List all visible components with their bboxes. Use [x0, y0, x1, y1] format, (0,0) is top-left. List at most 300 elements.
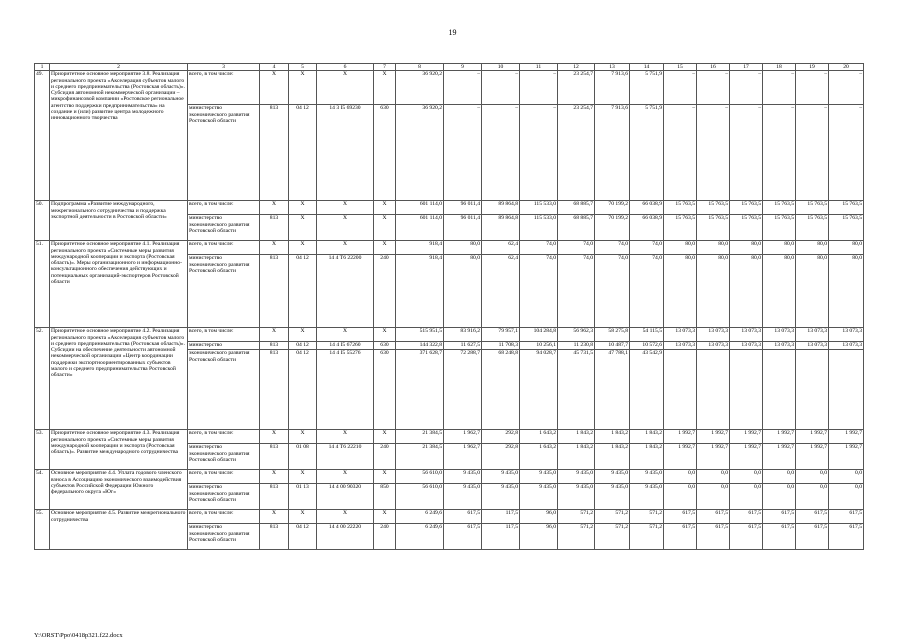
amount-cell: 13 073,3 [697, 342, 730, 350]
budget-code-cell: 14 4 00 90320 [317, 484, 374, 510]
amount-cell: 5 751,9 [630, 71, 664, 105]
amount-cell: 292,8 [482, 444, 520, 470]
header-cell: 9 [444, 64, 482, 71]
amount-cell: 1 643,2 [520, 430, 558, 444]
amount-cell: 80,0 [763, 255, 796, 328]
page-number: 19 [448, 28, 457, 37]
responsible-executor: всего, в том числе: [188, 470, 260, 484]
responsible-executor: всего, в том числе: [188, 201, 260, 215]
amount-cell [829, 350, 864, 430]
amount-cell: 23 254,7 [558, 71, 595, 105]
budget-code-cell: X [260, 201, 289, 215]
amount-cell: 80,0 [829, 241, 864, 255]
amount-cell: 13 073,3 [829, 328, 864, 342]
amount-cell: 13 073,3 [664, 342, 697, 350]
amount-cell: 15 763,5 [697, 215, 730, 241]
header-cell: 10 [482, 64, 520, 71]
header-cell: 14 [630, 64, 664, 71]
responsible-executor: министерство экономического развития Ростовской области [188, 255, 260, 328]
amount-cell: 571,2 [630, 524, 664, 550]
amount-cell: 617,5 [763, 524, 796, 550]
amount-cell: 74,0 [630, 241, 664, 255]
amount-cell: 617,5 [664, 524, 697, 550]
amount-cell: 7 913,6 [595, 105, 630, 201]
amount-cell: 1 843,2 [595, 430, 630, 444]
amount-cell: 9 435,0 [558, 484, 595, 510]
amount-cell: 115 533,0 [520, 201, 558, 215]
measure-name: Приоритетное основное мероприятие 4.2. Реализация регионального проекта «Акселерация субъектов малого и среднего предпринимательства (Ростовская область)». Субсидии на обеспечение деятельности автономной некоммерческой организации «Центр координации поддержки экспортноориентированных субъектов малого и среднего предпринимательства Ростовской области» [50, 328, 188, 430]
amount-cell: 58 275,8 [595, 328, 630, 342]
budget-code-cell: 14 4 00 22220 [317, 524, 374, 550]
amount-cell: 617,5 [697, 524, 730, 550]
amount-cell: 56 610,0 [396, 470, 444, 484]
amount-cell: 66 038,9 [630, 201, 664, 215]
header-cell: 12 [558, 64, 595, 71]
amount-cell: 0,0 [664, 484, 697, 510]
amount-cell: 0,0 [829, 484, 864, 510]
budget-code-cell: 04 12 [289, 342, 317, 350]
amount-cell: 617,5 [730, 524, 763, 550]
amount-cell: 292,8 [482, 430, 520, 444]
budget-code-cell: 630 [374, 350, 396, 430]
amount-cell: 80,0 [796, 255, 829, 328]
budget-code-cell: X [289, 241, 317, 255]
measure-name: Основное мероприятие 4.4. Уплата годового членского взноса в Ассоциацию экономического взаимодействия субъектов Российской Федерации Южного федерального округа «Юг» [50, 470, 188, 510]
table-row [35, 328, 864, 342]
measure-name: Основное мероприятие 4.5. Развитие межрегионального сотрудничества [50, 510, 188, 550]
amount-cell: 9 435,0 [595, 470, 630, 484]
amount-cell: 617,5 [730, 510, 763, 524]
amount-cell: 15 763,5 [730, 215, 763, 241]
amount-cell: 617,5 [697, 510, 730, 524]
header-cell: 1 [35, 64, 50, 71]
amount-cell: 80,0 [829, 255, 864, 328]
responsible-executor: всего, в том числе: [188, 510, 260, 524]
amount-cell: 13 073,3 [763, 342, 796, 350]
budget-code-cell: 240 [374, 444, 396, 470]
budget-code-cell: X [317, 430, 374, 444]
amount-cell: 23 254,7 [558, 105, 595, 201]
amount-cell [730, 350, 763, 430]
amount-cell: 96 011,4 [444, 201, 482, 215]
amount-cell: 89 864,8 [482, 215, 520, 241]
row-number: 52. [35, 328, 50, 430]
amount-cell: 10 256,1 [520, 342, 558, 350]
budget-code-cell: X [289, 201, 317, 215]
amount-cell: 571,2 [558, 510, 595, 524]
amount-cell: 1 843,2 [558, 430, 595, 444]
table-row [35, 470, 864, 484]
amount-cell: 0,0 [697, 470, 730, 484]
budget-code-cell: 14 3 I5 69230 [317, 105, 374, 201]
amount-cell: 9 435,0 [444, 470, 482, 484]
amount-cell [796, 350, 829, 430]
amount-cell: – [763, 105, 796, 201]
amount-cell: 15 763,5 [664, 215, 697, 241]
row-number: 49. [35, 71, 50, 201]
amount-cell: 70 199,2 [595, 201, 630, 215]
amount-cell: 74,0 [595, 241, 630, 255]
budget-code-cell: X [289, 470, 317, 484]
header-cell: 19 [796, 64, 829, 71]
amount-cell: 54 115,5 [630, 328, 664, 342]
amount-cell: 15 763,5 [664, 201, 697, 215]
table-row [35, 430, 864, 444]
amount-cell: 13 073,3 [664, 328, 697, 342]
measure-name: Приоритетное основное мероприятие 4.1. Реализация регионального проекта «Системные меры развития международной кооперации и экспорта (Ростовская область)». Меры организационного и информационно-консультационного обеспечения действующих и потенциальных организаций-экспортеров Ростовской области [50, 241, 188, 328]
amount-cell: 74,0 [520, 241, 558, 255]
budget-code-cell: 813 [260, 484, 289, 510]
budget-code-cell: X [374, 510, 396, 524]
budget-code-cell: X [260, 71, 289, 105]
amount-cell: 96,0 [520, 510, 558, 524]
header-cell: 16 [697, 64, 730, 71]
amount-cell: – [444, 105, 482, 201]
amount-cell: 1 992,7 [829, 430, 864, 444]
budget-code-cell: 240 [374, 255, 396, 328]
amount-cell: 47 788,1 [595, 350, 630, 430]
amount-cell: 1 992,7 [730, 430, 763, 444]
amount-cell: 68 885,7 [558, 201, 595, 215]
amount-cell: – [829, 105, 864, 201]
measure-name: Подпрограмма «Развитие международного, межрегионального сотрудничества и поддержка экспортной деятельности в Ростовской области» [50, 201, 188, 241]
amount-cell: 15 763,5 [763, 215, 796, 241]
amount-cell: 0,0 [730, 470, 763, 484]
header-cell: 8 [396, 64, 444, 71]
amount-cell: 15 763,5 [829, 215, 864, 241]
amount-cell: 0,0 [730, 484, 763, 510]
amount-cell: 617,5 [796, 510, 829, 524]
header-cell: 4 [260, 64, 289, 71]
budget-code-cell: 813 [260, 524, 289, 550]
responsible-executor: министерство [188, 342, 260, 350]
table-row [35, 241, 864, 255]
amount-cell: – [482, 105, 520, 201]
budget-code-cell: X [317, 510, 374, 524]
amount-cell: 80,0 [697, 241, 730, 255]
amount-cell: 80,0 [796, 241, 829, 255]
budget-code-cell: X [289, 430, 317, 444]
budget-code-cell: X [374, 215, 396, 241]
amount-cell: 918,4 [396, 241, 444, 255]
budget-code-cell: 240 [374, 524, 396, 550]
amount-cell: – [763, 71, 796, 105]
amount-cell: 80,0 [763, 241, 796, 255]
amount-cell [664, 350, 697, 430]
budget-table [34, 63, 864, 550]
row-number: 51. [35, 241, 50, 328]
amount-cell: 74,0 [558, 255, 595, 328]
amount-cell: 36 920,2 [396, 105, 444, 201]
budget-code-cell: 04 12 [289, 105, 317, 201]
amount-cell: – [664, 71, 697, 105]
amount-cell: – [829, 71, 864, 105]
amount-cell: 1 843,2 [595, 444, 630, 470]
amount-cell: 21 384,5 [396, 430, 444, 444]
budget-code-cell: 813 [260, 215, 289, 241]
amount-cell: 13 073,3 [829, 342, 864, 350]
amount-cell: 74,0 [595, 255, 630, 328]
responsible-executor: министерство экономического развития Ростовской области [188, 484, 260, 510]
amount-cell: – [520, 71, 558, 105]
amount-cell: 74,0 [630, 255, 664, 328]
amount-cell: 115 533,0 [520, 215, 558, 241]
responsible-executor: всего, в том числе: [188, 328, 260, 342]
amount-cell: 80,0 [664, 255, 697, 328]
amount-cell: 1 843,2 [558, 444, 595, 470]
row-number: 53. [35, 430, 50, 470]
amount-cell [697, 350, 730, 430]
amount-cell: 1 962,7 [444, 444, 482, 470]
header-cell: 6 [317, 64, 374, 71]
amount-cell: 11 708,3 [482, 342, 520, 350]
amount-cell: 13 073,3 [796, 328, 829, 342]
amount-cell: 0,0 [796, 484, 829, 510]
header-cell: 20 [829, 64, 864, 71]
amount-cell: 70 199,2 [595, 215, 630, 241]
amount-cell: – [664, 105, 697, 201]
header-cell: 7 [374, 64, 396, 71]
header-cell: 18 [763, 64, 796, 71]
budget-code-cell: 04 12 [289, 255, 317, 328]
amount-cell: 9 435,0 [520, 470, 558, 484]
amount-cell: 56 610,0 [396, 484, 444, 510]
budget-code-cell: X [260, 328, 289, 342]
amount-cell: 15 763,5 [829, 201, 864, 215]
budget-code-cell: X [374, 241, 396, 255]
amount-cell: 5 751,9 [630, 105, 664, 201]
amount-cell: – [697, 71, 730, 105]
amount-cell: 15 763,5 [796, 215, 829, 241]
amount-cell: 74,0 [520, 255, 558, 328]
budget-code-cell: 04 12 [289, 350, 317, 430]
responsible-executor: всего, в том числе: [188, 241, 260, 255]
amount-cell: 9 435,0 [630, 484, 664, 510]
amount-cell: 617,5 [664, 510, 697, 524]
amount-cell: 94 028,7 [520, 350, 558, 430]
budget-code-cell: 813 [260, 105, 289, 201]
amount-cell: 1 992,7 [763, 430, 796, 444]
budget-code-cell: X [317, 328, 374, 342]
amount-cell: 617,5 [829, 524, 864, 550]
amount-cell: 571,2 [595, 510, 630, 524]
amount-cell: 144 322,8 [396, 342, 444, 350]
budget-code-cell: 813 [260, 255, 289, 328]
amount-cell: 371 628,7 [396, 350, 444, 430]
amount-cell: – [697, 105, 730, 201]
budget-code-cell: X [289, 328, 317, 342]
amount-cell: 571,2 [595, 524, 630, 550]
row-number: 50. [35, 201, 50, 241]
amount-cell: 1 962,7 [444, 430, 482, 444]
amount-cell: 104 284,8 [520, 328, 558, 342]
amount-cell: 1 992,7 [763, 444, 796, 470]
amount-cell: 15 763,5 [730, 201, 763, 215]
budget-code-cell: X [317, 71, 374, 105]
amount-cell: 80,0 [444, 255, 482, 328]
amount-cell: 1 843,2 [630, 430, 664, 444]
amount-cell: 11 627,5 [444, 342, 482, 350]
budget-code-cell: 813 [260, 342, 289, 350]
amount-cell: 9 435,0 [595, 484, 630, 510]
amount-cell: 13 073,3 [697, 328, 730, 342]
responsible-executor: министерство экономического развития Ростовской области [188, 215, 260, 241]
amount-cell: 11 230,8 [558, 342, 595, 350]
amount-cell: 13 073,3 [730, 342, 763, 350]
amount-cell: 15 763,5 [796, 201, 829, 215]
amount-cell: 0,0 [829, 470, 864, 484]
budget-code-cell: X [374, 328, 396, 342]
budget-code-cell: X [260, 430, 289, 444]
amount-cell: 1 643,2 [520, 444, 558, 470]
amount-cell: 1 992,7 [829, 444, 864, 470]
table-row [35, 71, 864, 105]
amount-cell: 68 885,7 [558, 215, 595, 241]
budget-code-cell: X [260, 241, 289, 255]
amount-cell: 80,0 [664, 241, 697, 255]
amount-cell: 9 435,0 [558, 470, 595, 484]
amount-cell: 89 864,8 [482, 201, 520, 215]
amount-cell: 96,0 [520, 524, 558, 550]
amount-cell: 1 992,7 [697, 444, 730, 470]
budget-code-cell: 630 [374, 342, 396, 350]
budget-code-cell: 850 [374, 484, 396, 510]
amount-cell: 117,5 [482, 510, 520, 524]
amount-cell: 72 288,7 [444, 350, 482, 430]
amount-cell: 1 992,7 [796, 444, 829, 470]
amount-cell: 0,0 [664, 470, 697, 484]
amount-cell: 571,2 [630, 510, 664, 524]
amount-cell: 21 384,5 [396, 444, 444, 470]
header-row [35, 64, 864, 71]
amount-cell: 601 114,0 [396, 201, 444, 215]
amount-cell: 6 249,6 [396, 510, 444, 524]
header-cell: 17 [730, 64, 763, 71]
amount-cell: – [444, 71, 482, 105]
amount-cell: 43 542,9 [630, 350, 664, 430]
footer-file-path: Y:\ORST\Ppo\0418p321.f22.docx [34, 632, 123, 639]
amount-cell: 13 073,3 [796, 342, 829, 350]
row-number: 55. [35, 510, 50, 550]
budget-code-cell: X [317, 215, 374, 241]
responsible-executor: всего, в том числе: [188, 71, 260, 105]
table-row [35, 510, 864, 524]
amount-cell: 1 843,2 [630, 444, 664, 470]
amount-cell: – [482, 71, 520, 105]
amount-cell: 83 916,2 [444, 328, 482, 342]
amount-cell: – [730, 105, 763, 201]
measure-name: Приоритетное основное мероприятие 4.3. Реализация регионального проекта «Системные меры развития международной кооперации и экспорта (Ростовская область)». Развитие международного сотрудничества [50, 430, 188, 470]
responsible-executor: министерство экономического развития Ростовской области [188, 105, 260, 201]
budget-code-cell: X [289, 71, 317, 105]
amount-cell: 15 763,5 [697, 201, 730, 215]
amount-cell: 1 992,7 [730, 444, 763, 470]
responsible-executor: министерство экономического развития Ростовской области [188, 444, 260, 470]
amount-cell: 571,2 [558, 524, 595, 550]
amount-cell: 601 114,0 [396, 215, 444, 241]
budget-code-cell: X [260, 470, 289, 484]
amount-cell: 1 992,7 [664, 444, 697, 470]
budget-code-cell: 630 [374, 105, 396, 201]
amount-cell: 1 992,7 [796, 430, 829, 444]
budget-code-cell: X [289, 215, 317, 241]
amount-cell: – [730, 71, 763, 105]
amount-cell: 1 992,7 [697, 430, 730, 444]
table-row [35, 201, 864, 215]
amount-cell: – [796, 105, 829, 201]
budget-code-cell: X [374, 470, 396, 484]
budget-code-cell: 04 12 [289, 524, 317, 550]
amount-cell: 918,4 [396, 255, 444, 328]
amount-cell: 9 435,0 [520, 484, 558, 510]
amount-cell: 15 763,5 [763, 201, 796, 215]
budget-code-cell: 14 4 I5 67260 [317, 342, 374, 350]
budget-code-cell: X [317, 201, 374, 215]
amount-cell: 0,0 [796, 470, 829, 484]
amount-cell: 80,0 [730, 255, 763, 328]
budget-code-cell: 14 4 Т6 22200 [317, 255, 374, 328]
amount-cell: 617,5 [796, 524, 829, 550]
amount-cell: 0,0 [697, 484, 730, 510]
amount-cell: 9 435,0 [444, 484, 482, 510]
header-cell: 2 [50, 64, 188, 71]
amount-cell: 62,4 [482, 255, 520, 328]
budget-code-cell: X [374, 430, 396, 444]
amount-cell: 36 920,2 [396, 71, 444, 105]
header-cell: 15 [664, 64, 697, 71]
amount-cell: 13 073,3 [730, 328, 763, 342]
amount-cell: 80,0 [697, 255, 730, 328]
amount-cell: 56 962,3 [558, 328, 595, 342]
budget-code-cell: X [374, 201, 396, 215]
budget-code-cell: X [317, 470, 374, 484]
amount-cell: 62,4 [482, 241, 520, 255]
measure-name: Приоритетное основное мероприятие 3.8. Реализация регионального проекта «Акселерация субъектов малого и среднего предпринимательства (Ростовская область)». Субсидия автономной некоммерческой организации – микрофинансовой компании «Ростовское региональное агентство поддержки предпринимательства» на создание и (или) развитие центра молодежного инновационного творчества [50, 71, 188, 201]
budget-code-cell: 01 08 [289, 444, 317, 470]
budget-code-cell: 813 [260, 350, 289, 430]
amount-cell: 7 913,6 [595, 71, 630, 105]
amount-cell: 617,5 [444, 510, 482, 524]
budget-code-cell: 14 4 I5 55276 [317, 350, 374, 430]
amount-cell: 0,0 [763, 470, 796, 484]
header-cell: 11 [520, 64, 558, 71]
amount-cell: – [796, 71, 829, 105]
amount-cell [763, 350, 796, 430]
header-cell: 3 [188, 64, 260, 71]
amount-cell: 45 731,5 [558, 350, 595, 430]
responsible-executor: министерство экономического развития Ростовской области [188, 524, 260, 550]
amount-cell: 117,5 [482, 524, 520, 550]
amount-cell: 13 073,3 [763, 328, 796, 342]
responsible-executor: всего, в том числе: [188, 430, 260, 444]
amount-cell: 617,5 [829, 510, 864, 524]
budget-code-cell: X [289, 510, 317, 524]
amount-cell: 80,0 [444, 241, 482, 255]
amount-cell: 515 951,5 [396, 328, 444, 342]
amount-cell: 10 487,7 [595, 342, 630, 350]
amount-cell: 66 038,9 [630, 215, 664, 241]
responsible-executor: экономического развития Ростовской области [188, 350, 260, 430]
header-cell: 5 [289, 64, 317, 71]
amount-cell: 6 249,6 [396, 524, 444, 550]
row-number: 54. [35, 470, 50, 510]
budget-code-cell: X [374, 71, 396, 105]
budget-code-cell: X [260, 510, 289, 524]
amount-cell: 617,5 [763, 510, 796, 524]
budget-code-cell: X [317, 241, 374, 255]
amount-cell: 10 572,6 [630, 342, 664, 350]
budget-code-cell: 01 13 [289, 484, 317, 510]
